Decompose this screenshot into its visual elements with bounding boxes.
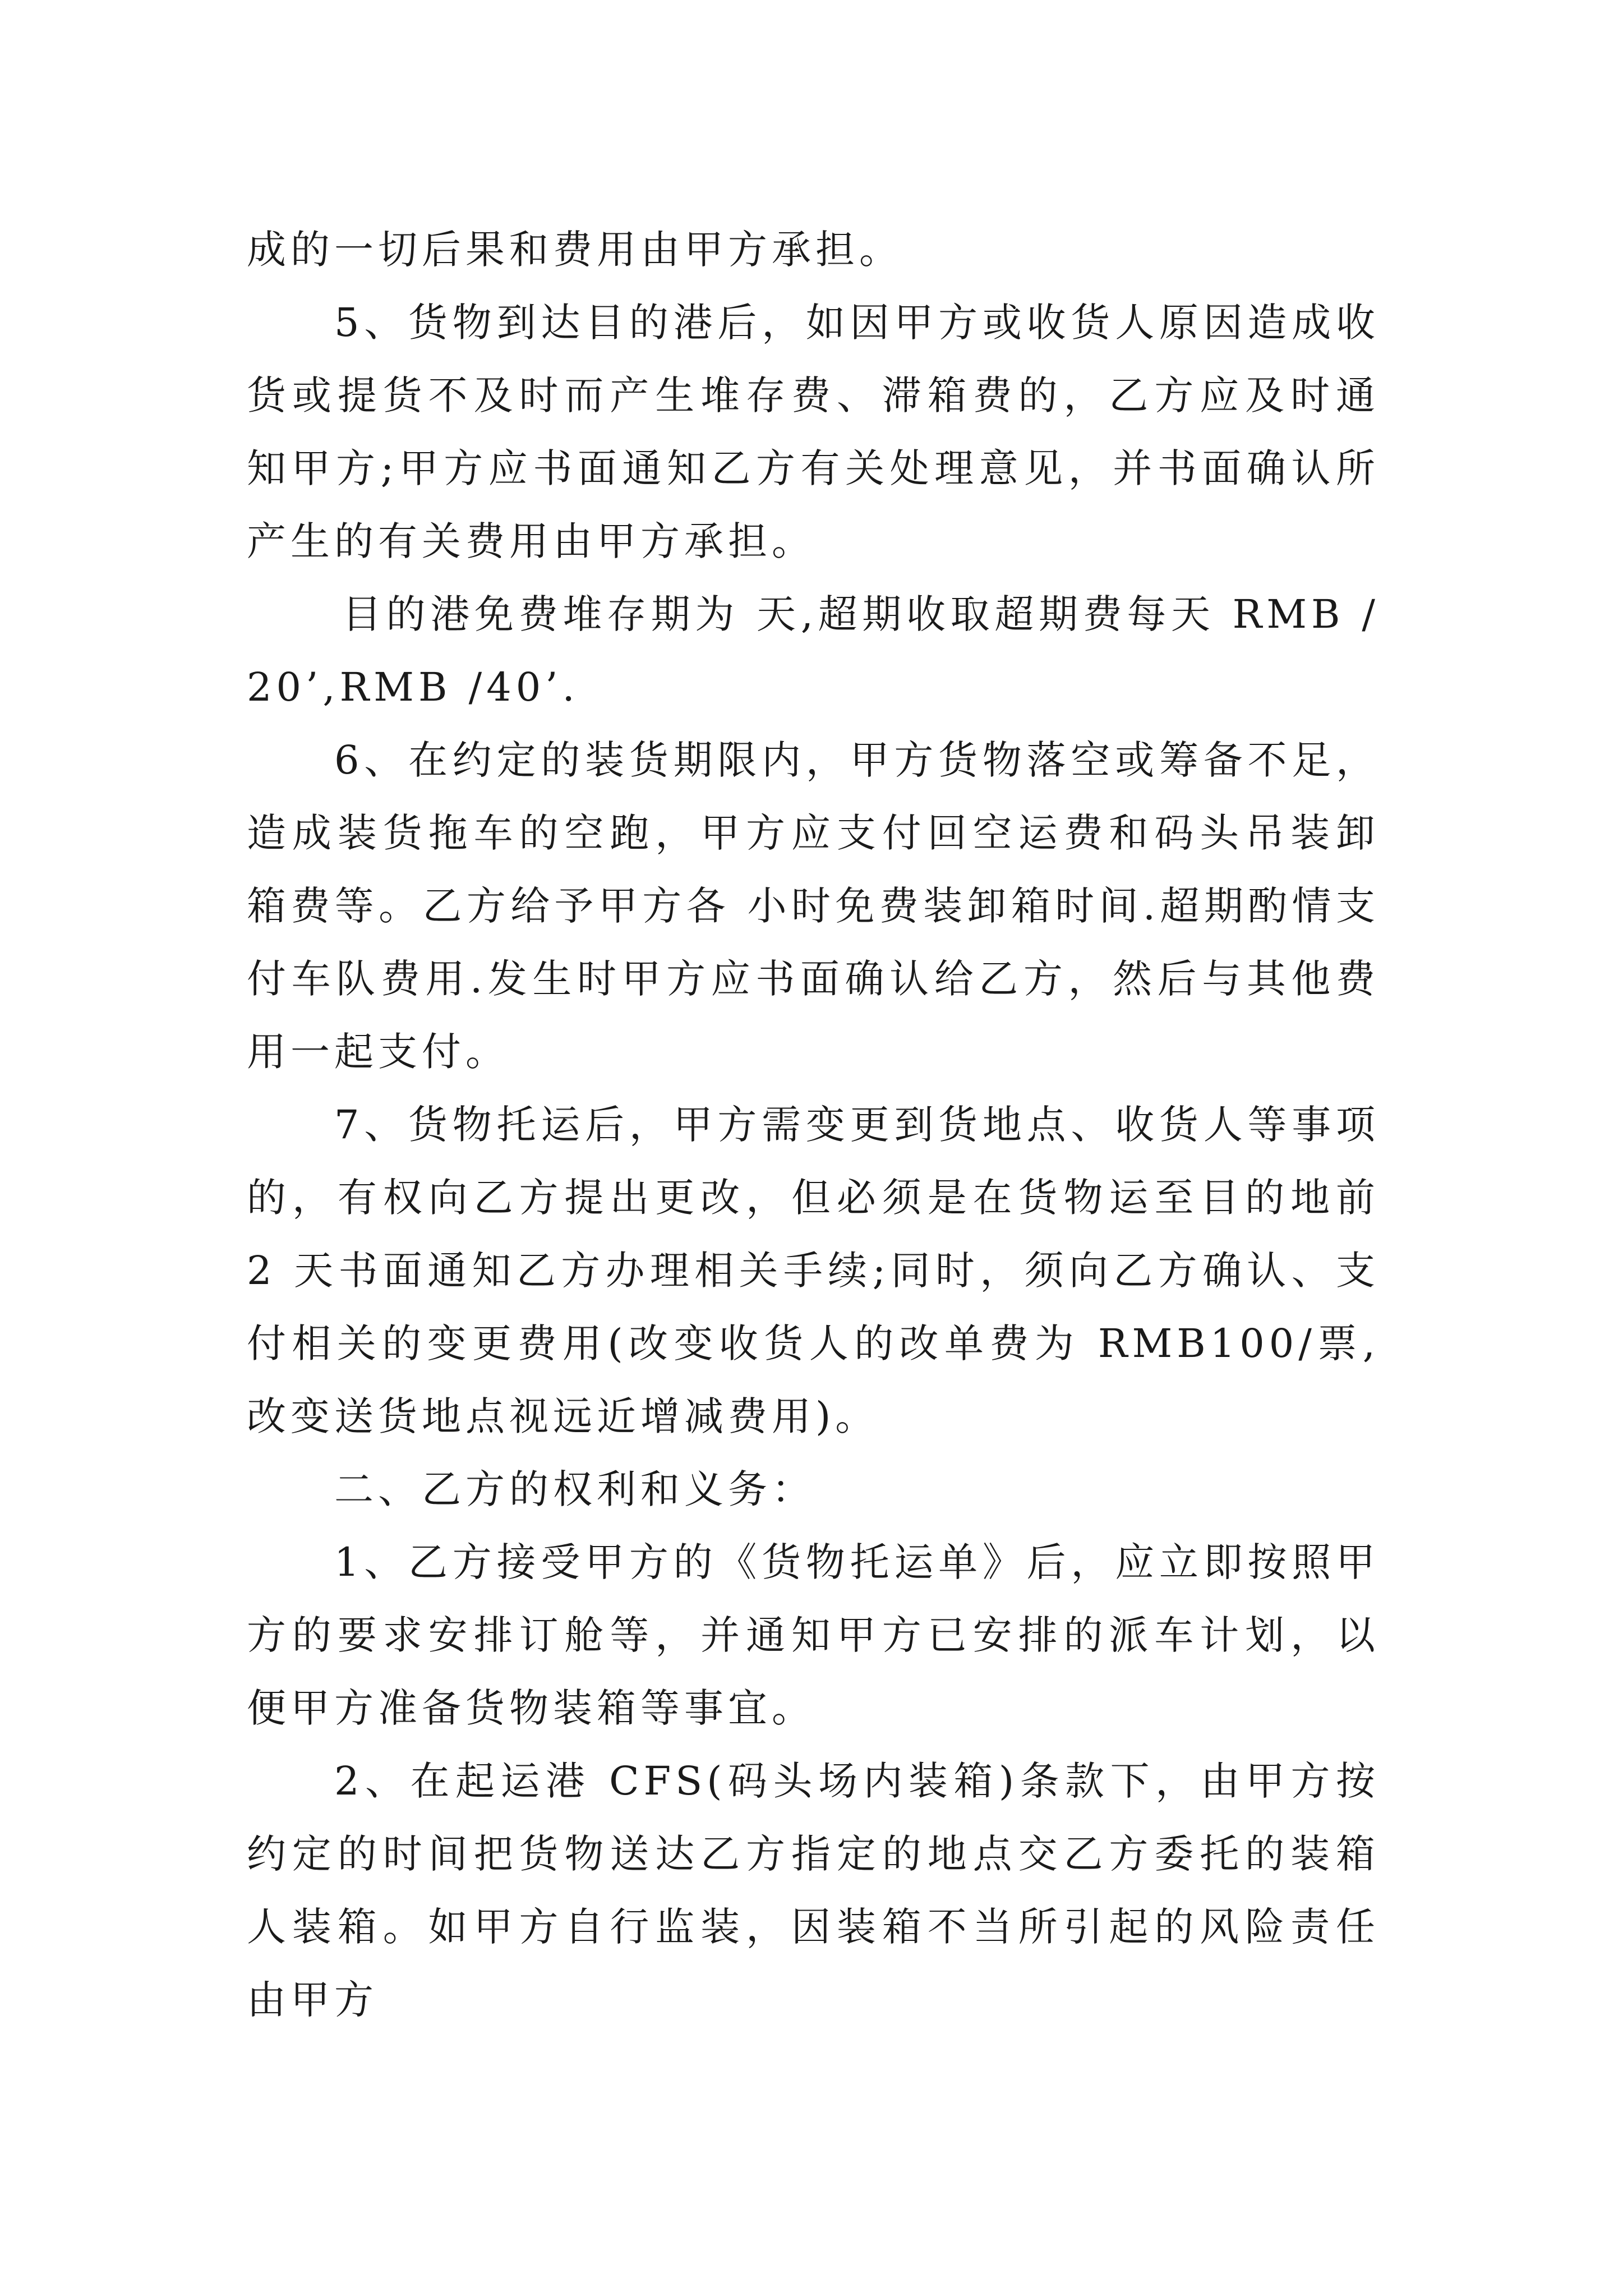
paragraph-b-item-2: 2、在起运港 CFS(码头场内装箱)条款下，由甲方按约定的时间把货物送达乙方指定的地点交乙方委托的装箱人装箱。如甲方自行监装，因装箱不当所引起的风险责任由甲方 (247, 1758, 1380, 2023)
document-body (247, 213, 1380, 2036)
paragraph-item-5: 5、货物到达目的港后，如因甲方或收货人原因造成收货或提货不及时而产生堆存费、滞箱费的，乙方应及时通知甲方;甲方应书面通知乙方有关处理意见，并书面确认所产生的有关费用由甲方承担。 (247, 300, 1380, 564)
paragraph-continuation: 成的一切后果和费用由甲方承担。 (247, 227, 903, 273)
paragraph-b-item-1: 1、乙方接受甲方的《货物托运单》后，应立即按照甲方的要求安排订舱等，并通知甲方已安排的派车计划，以便甲方准备货物装箱等事宜。 (247, 1539, 1380, 1731)
paragraph-item-7: 7、货物托运后，甲方需变更到货地点、收货人等事项的，有权向乙方提出更改，但必须是在货物运至目的地前 2 天书面通知乙方办理相关手续;同时，须向乙方确认、支付相关的变更费用(改变收货人的改单费为 RMB100/票,改变送货地点视远近增减费用)。 (247, 1102, 1380, 1439)
paragraph-free-storage: 目的港免费堆存期为 天,超期收取超期费每天 RMB /20’,RMB /40’. (247, 591, 1380, 710)
paragraph-item-6: 6、在约定的装货期限内，甲方货物落空或筹备不足，造成装货拖车的空跑，甲方应支付回空运费和码头吊装卸箱费等。乙方给予甲方各 小时免费装卸箱时间.超期酌情支付车队费用.发生时甲方应书面确认给乙方，然后与其他费用一起支付。 (247, 737, 1380, 1075)
section-heading-party-b: 二、乙方的权利和义务： (334, 1466, 815, 1512)
